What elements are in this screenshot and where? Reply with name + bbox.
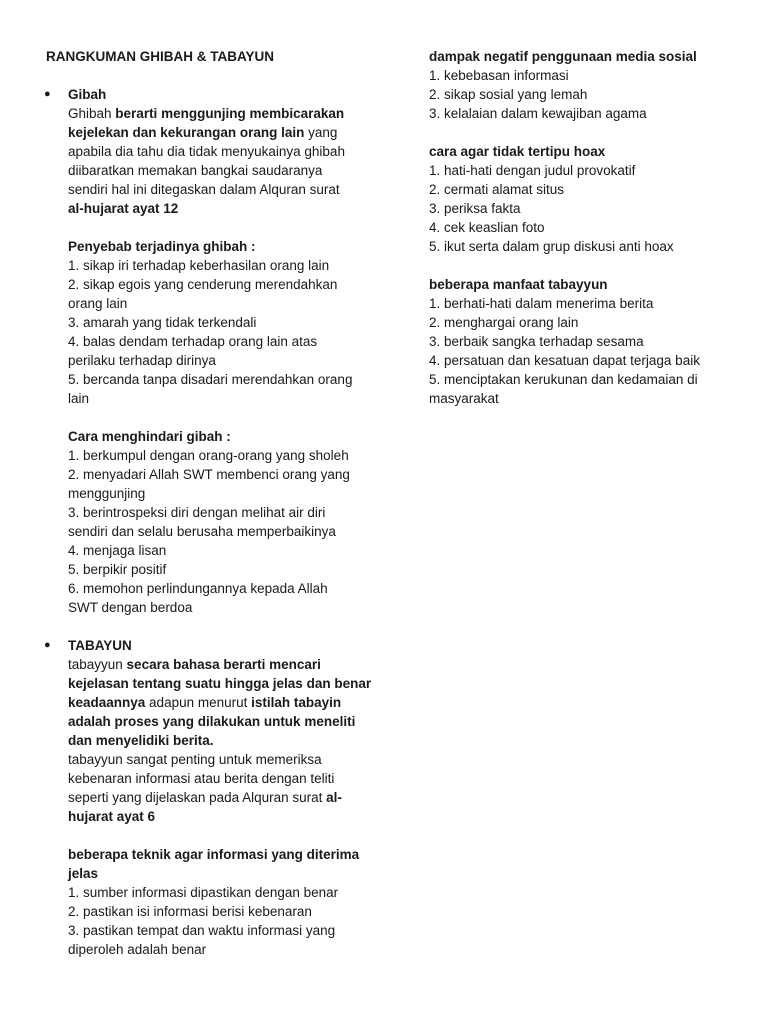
text-line (68, 104, 376, 123)
text-segment: dan menyelidiki berita. (68, 733, 214, 748)
right-column (429, 47, 749, 408)
ghibah-definition (68, 104, 376, 218)
list-line: jelas (68, 866, 99, 881)
avoid-heading: Cara menghindari gibah : (68, 429, 231, 444)
document-title: RANGKUMAN GHIBAH & TABAYUN (46, 49, 274, 64)
list-line: 1. sumber informasi dipastikan dengan benar (68, 885, 339, 900)
text-line (68, 180, 376, 199)
list-line: 3. kelalaian dalam kewajiban agama (429, 106, 647, 121)
text-segment: tabayyun sangat penting untuk memeriksa (68, 752, 322, 767)
list-line: 5. menciptakan kerukunan dan kedamaian di (429, 372, 698, 387)
list-line: 2. cermati alamat situs (429, 182, 565, 197)
list-line: 4. persatuan dan kesatuan dapat terjaga baik (429, 353, 700, 368)
list-line: 4. balas dendam terhadap orang lain atas (68, 334, 318, 349)
list-line: SWT dengan berdoa (68, 600, 193, 615)
list-line: menggunjing (68, 486, 146, 501)
text-line (68, 712, 376, 731)
text-segment: apabila dia tahu dia tidak menyukainya ghibah (68, 144, 345, 159)
text-line (68, 731, 376, 750)
text-segment: sendiri hal ini ditegaskan dalam Alquran surat (68, 182, 340, 197)
text-line (68, 161, 376, 180)
bullet-icon: ● (44, 88, 51, 100)
list-line: 5. bercanda tanpa disadari merendahkan orang (68, 372, 353, 387)
list-line: 3. berbaik sangka terhadap sesama (429, 334, 644, 349)
text-line (68, 674, 376, 693)
left-column (46, 47, 376, 959)
causes-list (68, 256, 376, 408)
list-line: masyarakat (429, 391, 499, 406)
list-line: 3. berintrospeksi diri dengan melihat air diri (68, 505, 326, 520)
benefits-list (429, 294, 749, 408)
list-line: beberapa teknik agar informasi yang diterima (68, 847, 360, 862)
list-line: 4. cek keaslian foto (429, 220, 545, 235)
list-line: 1. berkumpul dengan orang-orang yang sholeh (68, 448, 349, 463)
text-segment: kebenaran informasi atau berita dengan teliti (68, 771, 335, 786)
text-segment: tabayyun (68, 657, 127, 672)
list-line: 2. menghargai orang lain (429, 315, 579, 330)
text-segment: secara bahasa berarti mencari (126, 657, 321, 672)
list-line: 5. ikut serta dalam grup diskusi anti hoax (429, 239, 674, 254)
text-segment: kejelasan tentang suatu hingga jelas dan benar (68, 676, 372, 691)
list-line: lain (68, 391, 90, 406)
text-segment: istilah tabayin (251, 695, 342, 710)
text-line (68, 655, 376, 674)
text-line (68, 788, 376, 807)
text-line (68, 750, 376, 769)
text-segment: adapun menurut (145, 695, 252, 710)
text-segment: berarti menggunjing membicarakan (115, 106, 345, 121)
text-segment: al- (326, 790, 342, 805)
text-line (68, 199, 376, 218)
social-media-list (429, 66, 749, 123)
list-line: 4. menjaga lisan (68, 543, 167, 558)
list-line: 3. pastikan tempat dan waktu informasi yang (68, 923, 336, 938)
social-media-heading: dampak negatif penggunaan media sosial (429, 49, 697, 64)
hoax-heading: cara agar tidak tertipu hoax (429, 144, 606, 159)
list-line: 2. pastikan isi informasi berisi kebenaran (68, 904, 312, 919)
text-line (68, 693, 376, 712)
technique-heading (68, 845, 376, 883)
text-segment: Ghibah (68, 106, 116, 121)
tabayun-heading: TABAYUN (68, 638, 132, 653)
technique-list (68, 883, 376, 959)
list-line: 1. sikap iri terhadap keberhasilan orang lain (68, 258, 330, 273)
list-line: 1. berhati-hati dalam menerima berita (429, 296, 654, 311)
text-segment: hujarat ayat 6 (68, 809, 156, 824)
text-segment: diibaratkan memakan bangkai saudaranya (68, 163, 323, 178)
text-segment: yang (304, 125, 338, 140)
text-segment: keadaannya (68, 695, 146, 710)
text-segment: al-hujarat ayat 12 (68, 201, 179, 216)
text-line (68, 123, 376, 142)
tabayun-section (46, 636, 376, 959)
ghibah-section (46, 85, 376, 617)
benefits-heading: beberapa manfaat tabayyun (429, 277, 608, 292)
text-line (68, 769, 376, 788)
list-line: perilaku terhadap dirinya (68, 353, 216, 368)
list-line: orang lain (68, 296, 128, 311)
text-segment: adalah proses yang dilakukan untuk meneliti (68, 714, 356, 729)
ghibah-heading: Gibah (68, 87, 107, 102)
avoid-list (68, 446, 376, 617)
list-line: 3. periksa fakta (429, 201, 521, 216)
list-line: 1. kebebasan informasi (429, 68, 569, 83)
text-line (68, 142, 376, 161)
text-segment: seperti yang dijelaskan pada Alquran surat (68, 790, 327, 805)
list-line: 2. sikap egois yang cenderung merendahkan (68, 277, 338, 292)
list-line: diperoleh adalah benar (68, 942, 207, 957)
list-line: sendiri dan selalu berusaha memperbaikinya (68, 524, 336, 539)
list-line: 2. menyadari Allah SWT membenci orang yang (68, 467, 350, 482)
hoax-list (429, 161, 749, 256)
text-segment: kejelekan dan kekurangan orang lain (68, 125, 305, 140)
list-line: 5. berpikir positif (68, 562, 167, 577)
causes-heading: Penyebab terjadinya ghibah : (68, 239, 256, 254)
list-line: 3. amarah yang tidak terkendali (68, 315, 257, 330)
list-line: 6. memohon perlindungannya kepada Allah (68, 581, 328, 596)
tabayun-definition (68, 655, 376, 826)
text-line (68, 807, 376, 826)
list-line: 2. sikap sosial yang lemah (429, 87, 588, 102)
bullet-icon: ● (44, 639, 51, 651)
list-line: 1. hati-hati dengan judul provokatif (429, 163, 636, 178)
